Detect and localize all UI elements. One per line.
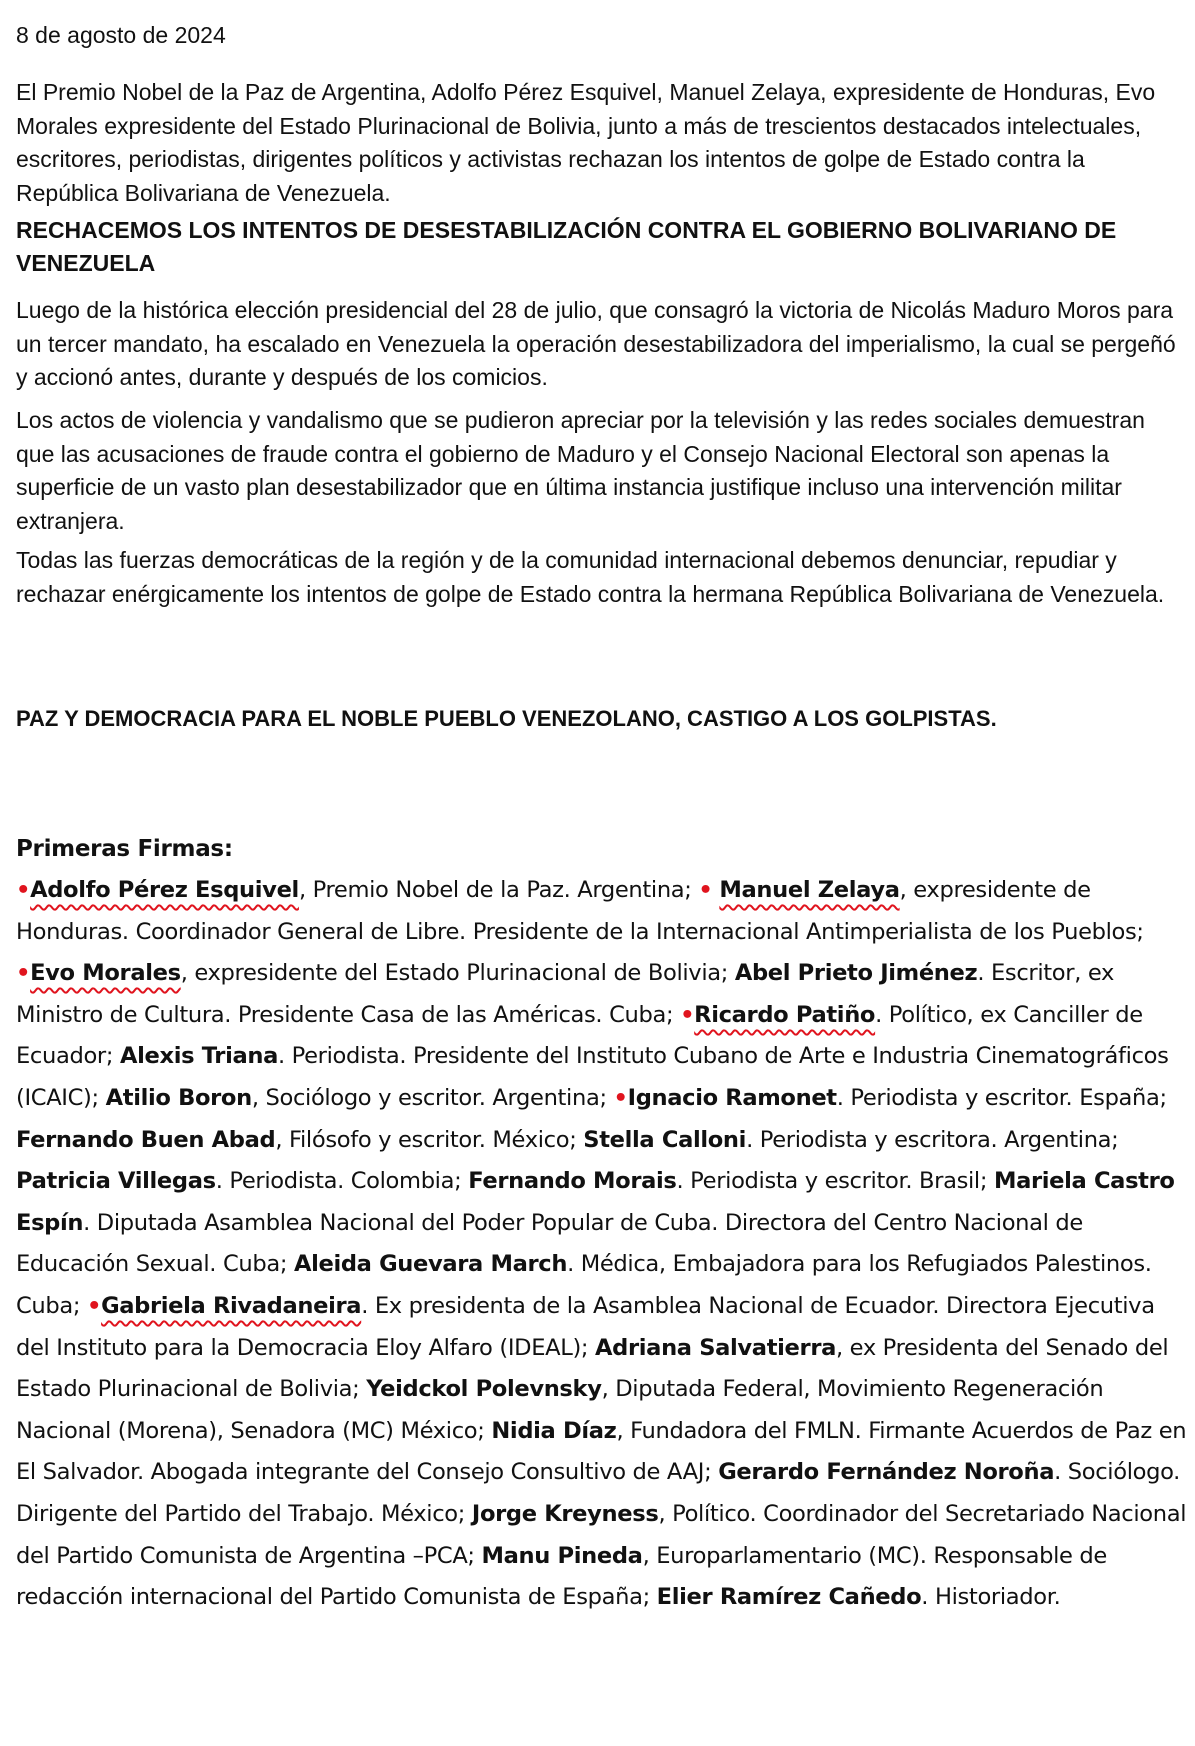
main-heading: RECHACEMOS LOS INTENTOS DE DESESTABILIZACIÓN CONTRA EL GOBIERNO BOLIVARIANO DE VENEZUELA <box>16 217 1117 276</box>
signer-name: Alexis Triana <box>119 1043 278 1070</box>
signer-description: , Diputada Federal, Movimiento Regeneración Nacional (Morena), Senadora (MC) México; <box>16 1376 1104 1444</box>
slogan-heading: PAZ Y DEMOCRACIA PARA EL NOBLE PUEBLO VENEZOLANO, CASTIGO A LOS GOLPISTAS. <box>16 706 997 731</box>
signer-description: . Periodista y escritora. Argentina; <box>746 1126 1119 1153</box>
signer-description: . Político, ex Canciller de Ecuador; <box>16 1001 1143 1070</box>
signer-description: , expresidente del Estado Plurinacional de Bolivia; <box>180 960 735 987</box>
signatures-title: Primeras Firmas: <box>16 836 233 862</box>
body-paragraph-2: Los actos de violencia y vandalismo que se pudieron apreciar por la televisión y las redes sociales demuestran que las acusaciones de fraude contra el gobierno de Maduro y el Consejo Nacional Electoral son apenas la superficie de un vasto plan desestabilizador que en última instancia justifique incluso una intervención militar extranjera. <box>16 407 1145 534</box>
signatures-list <box>16 870 1188 1619</box>
signer-name: Aleida Guevara March <box>293 1251 568 1278</box>
signer-description: , Político. Coordinador del Secretariado Nacional del Partido Comunista de Argentina –PCA; <box>16 1500 1187 1569</box>
annotation-dot: • <box>86 1292 102 1319</box>
intro-paragraph: El Premio Nobel de la Paz de Argentina, Adolfo Pérez Esquivel, Manuel Zelaya, expresidente de Honduras, Evo Morales expresidente del Estado Plurinacional de Bolivia, junto a más de trescientos destacados intelectuales, escritores, periodistas, dirigentes políticos y activistas rechazan los intentos de golpe de Estado contra la República Bolivariana de Venezuela. <box>16 79 1156 206</box>
signer-name: Gerardo Fernández Noroña <box>718 1459 1055 1486</box>
signer-description: . Diputada Asamblea Nacional del Poder Popular de Cuba. Directora del Centro Nacional de Educación Sexual. Cuba; <box>16 1209 1083 1278</box>
signer-name: Fernando Morais <box>468 1168 677 1195</box>
document-date: 8 de agosto de 2024 <box>16 22 226 48</box>
signer-description: . Sociólogo. Dirigente del Partido del Trabajo. México; <box>16 1459 1180 1527</box>
signer-description: , Europarlamentario (MC). Responsable de redacción internacional del Partido Comunista de España; <box>16 1542 1107 1611</box>
signer-name: Fernando Buen Abad <box>16 1126 276 1153</box>
signer-description: . Médica, Embajadora para los Refugiados Palestinos. Cuba; <box>16 1251 1152 1319</box>
signer-description: . Historiador. <box>921 1584 1061 1611</box>
signer-description: . Ex presidenta de la Asamblea Nacional de Ecuador. Directora Ejecutiva del Instituto para la Democracia Eloy Alfaro (IDEAL); <box>16 1292 1155 1361</box>
signer-name: Abel Prieto Jiménez <box>734 960 978 987</box>
signer-name: Yeidckol Polevnsky <box>366 1376 602 1403</box>
signer-name: Jorge Kreyness <box>471 1500 659 1527</box>
signer-description: , expresidente de Honduras. Coordinador General de Libre. Presidente de la Internacional Antimperialista de los Pueblos; <box>16 877 1144 945</box>
annotation-dot: • <box>16 960 31 987</box>
signer-name: Ignacio Ramonet <box>627 1084 837 1111</box>
signer-description: . Periodista. Presidente del Instituto Cubano de Arte e Industria Cinematográficos (ICAIC); <box>16 1043 1169 1111</box>
signer-name: Mariela Castro Espín <box>16 1168 1175 1236</box>
signer-description: . Periodista y escritor. España; <box>836 1084 1167 1111</box>
signer-name: Gabriela Rivadaneira <box>101 1292 362 1319</box>
signer-description: , ex Presidenta del Senado del Estado Plurinacional de Bolivia; <box>16 1334 1169 1403</box>
signer-description: , Premio Nobel de la Paz. Argentina; <box>298 877 699 903</box>
signer-description: . Periodista y escritor. Brasil; <box>676 1168 994 1195</box>
signer-name: Evo Morales <box>30 960 181 987</box>
signer-description: . Periodista. Colombia; <box>215 1168 469 1195</box>
signer-name: Adolfo Pérez Esquivel <box>30 877 299 903</box>
signer-name: Manuel Zelaya <box>719 877 900 903</box>
body-paragraph-3: Todas las fuerzas democráticas de la región y de la comunidad internacional debemos denunciar, repudiar y rechazar enérgicamente los intentos de golpe de Estado contra la hermana República Bolivariana de Venezuela. <box>16 547 1165 607</box>
signer-name: Nidia Díaz <box>491 1417 617 1444</box>
annotation-dot: • <box>680 1001 695 1028</box>
signer-description: . Escritor, ex Ministro de Cultura. Presidente Casa de las Américas. Cuba; <box>16 960 1115 1028</box>
signer-description: , Filósofo y escritor. México; <box>275 1126 584 1153</box>
annotation-dot: • <box>613 1084 628 1111</box>
annotation-dot: • <box>698 877 713 903</box>
signer-name: Elier Ramírez Cañedo <box>656 1584 922 1611</box>
signer-description: , Fundadora del FMLN. Firmante Acuerdos de Paz en El Salvador. Abogada integrante del Consejo Consultivo de AAJ; <box>16 1417 1187 1486</box>
annotation-dot: • <box>16 877 31 903</box>
signer-name: Stella Calloni <box>583 1126 747 1153</box>
signer-name: Patricia Villegas <box>16 1168 216 1195</box>
signer-name: Atilio Boron <box>105 1084 252 1111</box>
signer-name: Adriana Salvatierra <box>595 1334 837 1361</box>
signer-name: Ricardo Patiño <box>694 1001 876 1028</box>
signer-description: , Sociólogo y escritor. Argentina; <box>251 1084 614 1111</box>
signer-name: Manu Pineda <box>481 1542 643 1569</box>
body-paragraph-1: Luego de la histórica elección presidencial del 28 de julio, que consagró la victoria de Nicolás Maduro Moros para un tercer mandato, ha escalado en Venezuela la operación desestabilizadora del imperialismo, la cual se pergeñó y accionó antes, durante y después de los comicios. <box>16 297 1176 390</box>
